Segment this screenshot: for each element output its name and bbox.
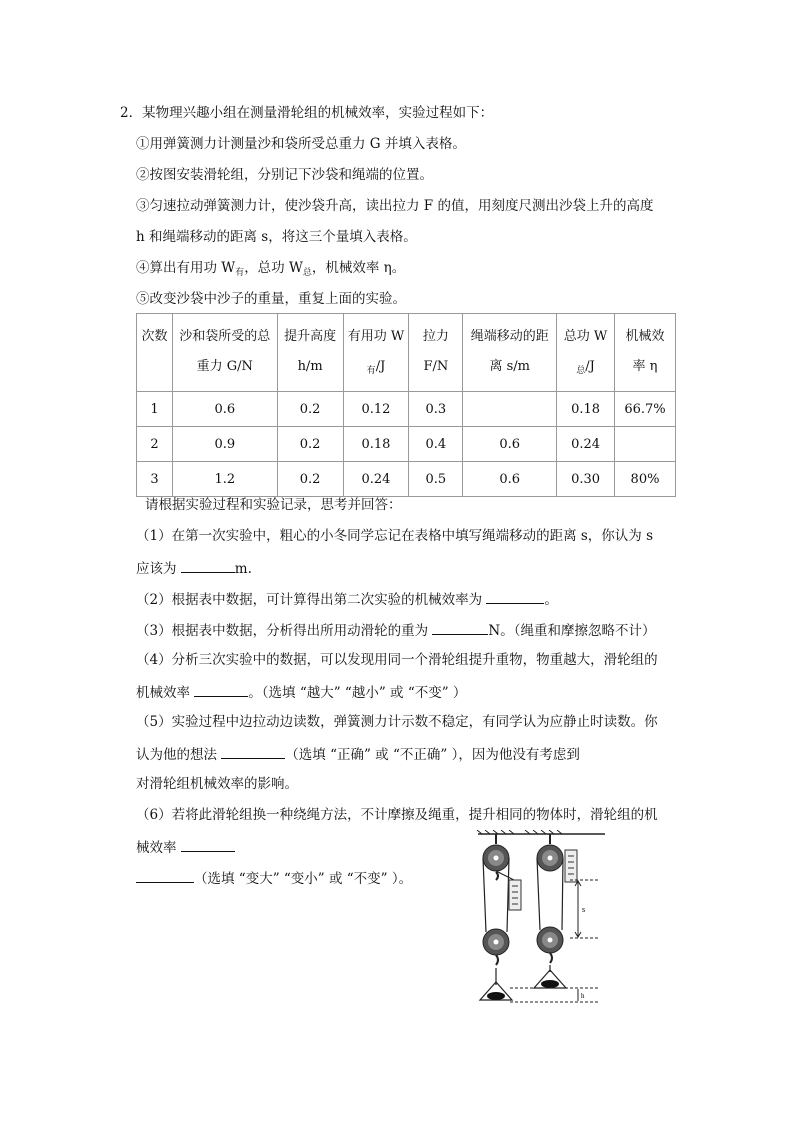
q5-line-1: （5）实验过程中边拉动边读数，弹簧测力计示数不稳定，有同学认为应静止时读数。你 — [136, 714, 658, 730]
table-header-cell: 提升高度 h/m — [277, 314, 343, 392]
q3-end: N。（绳重和摩擦忽略不计） — [488, 623, 656, 639]
table-cell — [615, 427, 676, 462]
table-cell: 0.6 — [463, 462, 557, 497]
q3-text: （3）根据表中数据，分析得出所用动滑轮的重为 — [136, 623, 429, 639]
q6-answer-blank-2[interactable] — [136, 868, 194, 883]
step-4-text-c: ，机械效率 η。 — [311, 260, 406, 276]
table-header-cell: 有用功 W $_有$/J — [343, 314, 409, 392]
q2-line — [136, 589, 558, 609]
q6-line-3 — [136, 868, 412, 888]
q4-end: 。（选填 “越大” “越小” 或 “不变” ） — [248, 685, 467, 701]
table-cell: 0.18 — [343, 427, 409, 462]
q1-line-1: （1）在第一次实验中，粗心的小冬同学忘记在表格中填写绳端移动的距离 s，你认为 s — [136, 528, 654, 544]
q4-answer-blank[interactable] — [194, 682, 248, 697]
table-cell: 2 — [137, 427, 173, 462]
q4-line-1: （4）分析三次实验中的数据，可以发现用同一个滑轮组提升重物，物重越大，滑轮组的 — [136, 652, 658, 668]
table-cell: 0.18 — [557, 392, 615, 427]
table-cell: 3 — [137, 462, 173, 497]
q6-answer-blank-1[interactable] — [181, 837, 235, 852]
q6-line-1: （6）若将此滑轮组换一种绕绳方法，不计摩擦及绳重，提升相同的物体时，滑轮组的机 — [136, 807, 658, 823]
table-cell: 80% — [615, 462, 676, 497]
step-5: ⑤改变沙袋中沙子的重量，重复上面的实验。 — [136, 291, 406, 307]
table-cell: 0.9 — [172, 427, 277, 462]
table-cell: 0.30 — [557, 462, 615, 497]
q6-line-2 — [136, 837, 235, 857]
table-header-cell: 机械效 率 η — [615, 314, 676, 392]
table-header-cell: 绳端移动的距 离 s/m — [463, 314, 557, 392]
pulley-diagram — [470, 830, 610, 1010]
table-header-cell: 拉力 F/N — [409, 314, 463, 392]
q2-end: 。 — [544, 592, 558, 608]
table-row — [137, 392, 676, 427]
table-cell — [463, 392, 557, 427]
table-cell: 1.2 — [172, 462, 277, 497]
q5-answer-blank[interactable] — [221, 744, 285, 759]
question-intro: 2．某物理兴趣小组在测量滑轮组的机械效率，实验过程如下： — [120, 105, 494, 121]
table-cell: 0.2 — [277, 427, 343, 462]
q1-unit: m. — [234, 561, 252, 577]
label-h: h — [581, 992, 585, 1000]
step-3-line-1: ③匀速拉动弹簧测力计，使沙袋升高，读出拉力 F 的值，用刻度尺测出沙袋上升的高度 — [136, 198, 654, 214]
table-row — [137, 462, 676, 497]
q5-text: 认为他的想法 — [136, 747, 217, 763]
q5-end: （选填 “正确” 或 “不正确” ），因为他没有考虑到 — [285, 747, 580, 763]
q1-text: 应该为 — [136, 561, 177, 577]
q6-text: 械效率 — [136, 840, 177, 856]
q3-line — [136, 620, 655, 640]
q4-line-2 — [136, 682, 466, 702]
data-table — [136, 313, 676, 497]
table-cell: 0.2 — [277, 462, 343, 497]
table-cell: 0.4 — [409, 427, 463, 462]
table-cell: 0.3 — [409, 392, 463, 427]
table-cell: 0.6 — [463, 427, 557, 462]
q2-text: （2）根据表中数据，可计算得出第二次实验的机械效率为 — [136, 592, 483, 608]
table-header-cell: 沙和袋所受的总 重力 G/N — [172, 314, 277, 392]
step-4-text-a: ④算出有用功 W — [136, 260, 236, 276]
table-cell: 66.7% — [615, 392, 676, 427]
step-4-text-b: ，总功 W — [244, 260, 303, 276]
step-4-sub-useful: 有 — [235, 268, 245, 278]
ceiling-icon — [477, 830, 605, 834]
table-cell: 0.5 — [409, 462, 463, 497]
table-header-cell: 总功 W $_总$/J — [557, 314, 615, 392]
q5-line-3: 对滑轮组机械效率的影响。 — [136, 776, 298, 792]
table-header-cell: 次数 — [137, 314, 173, 392]
step-4 — [136, 259, 405, 282]
q6-end: （选填 “变大” “变小” 或 “不变” ）。 — [194, 871, 413, 887]
label-s: s — [582, 905, 586, 914]
q2-answer-blank[interactable] — [486, 589, 544, 604]
step-4-sub-total: 总 — [302, 268, 312, 278]
q1-line-2 — [136, 558, 252, 578]
prompt-text: 请根据实验过程和实验记录，思考并回答： — [145, 497, 402, 513]
table-cell: 0.6 — [172, 392, 277, 427]
table-cell: 0.12 — [343, 392, 409, 427]
pulley-setup-left — [480, 834, 521, 1000]
q1-answer-blank[interactable] — [181, 558, 235, 573]
step-1: ①用弹簧测力计测量沙和袋所受总重力 G 并填入表格。 — [136, 136, 466, 152]
table-header-row — [137, 314, 676, 392]
step-3-line-2: h 和绳端移动的距离 s，将这三个量填入表格。 — [136, 229, 417, 245]
table-cell: 0.24 — [343, 462, 409, 497]
table-cell: 0.24 — [557, 427, 615, 462]
table-row — [137, 427, 676, 462]
q3-answer-blank[interactable] — [432, 620, 488, 635]
table-cell: 1 — [137, 392, 173, 427]
pulley-setup-right — [534, 834, 577, 988]
table-cell: 0.2 — [277, 392, 343, 427]
step-2: ②按图安装滑轮组，分别记下沙袋和绳端的位置。 — [136, 167, 433, 183]
q5-line-2 — [136, 744, 580, 764]
q4-text: 机械效率 — [136, 685, 190, 701]
